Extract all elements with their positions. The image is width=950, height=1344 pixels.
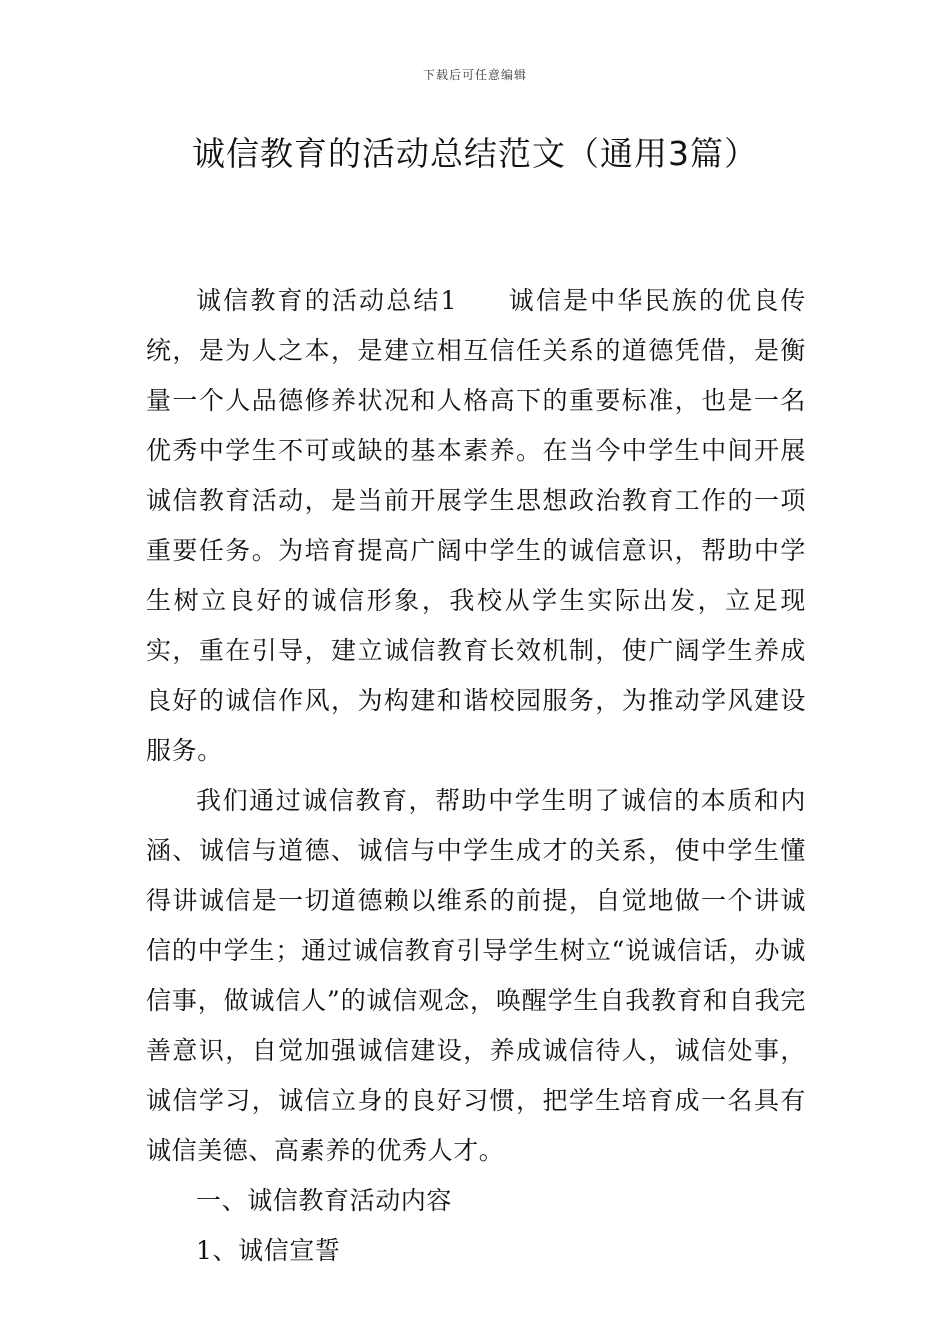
paragraph-2: 我们通过诚信教育，帮助中学生明了诚信的本质和内涵、诚信与道德、诚信与中学生成才的关系，使中学生懂得讲诚信是一切道德赖以维系的前提，自觉地做一个讲诚信的中学生；通过诚信教育引导学生树立“说诚信话，办诚信事，做诚信人”的诚信观念，唤醒学生自我教育和自我完善意识，自觉加强诚信建设，养成诚信待人，诚信处事，诚信学习，诚信立身的良好习惯，把学生培育成一名具有诚信美德、高素养的优秀人才。: [146, 786, 806, 1165]
paragraph-1-text: 诚信是中华民族的优良传统，是为人之本，是建立相互信任关系的道德凭借，是衡量一个人品德修养状况和人格高下的重要标准，也是一名优秀中学生不可或缺的基本素养。在当今中学生中间开展诚信教育活动，是当前开展学生思想政治教育工作的一项重要任务。为培育提高广阔中学生的诚信意识，帮助中学生树立良好的诚信形象，我校从学生实际出发，立足现实，重在引导，建立诚信教育长效机制，使广阔学生养成良好的诚信作风，为构建和谐校园服务，为推动学风建设服务。: [146, 286, 806, 765]
document-title: 诚信教育的活动总结范文（通用3篇）: [192, 134, 758, 173]
paragraph-1: [146, 276, 806, 776]
document-body: [146, 276, 806, 1276]
section-heading-activities: 一、诚信教育活动内容: [196, 1186, 453, 1215]
section-lead-heading: 诚信教育的活动总结1: [196, 286, 458, 315]
page-header-note: 下载后可任意编辑: [422, 68, 527, 82]
subsection-heading-pledge: 1、诚信宣誓: [196, 1236, 341, 1265]
